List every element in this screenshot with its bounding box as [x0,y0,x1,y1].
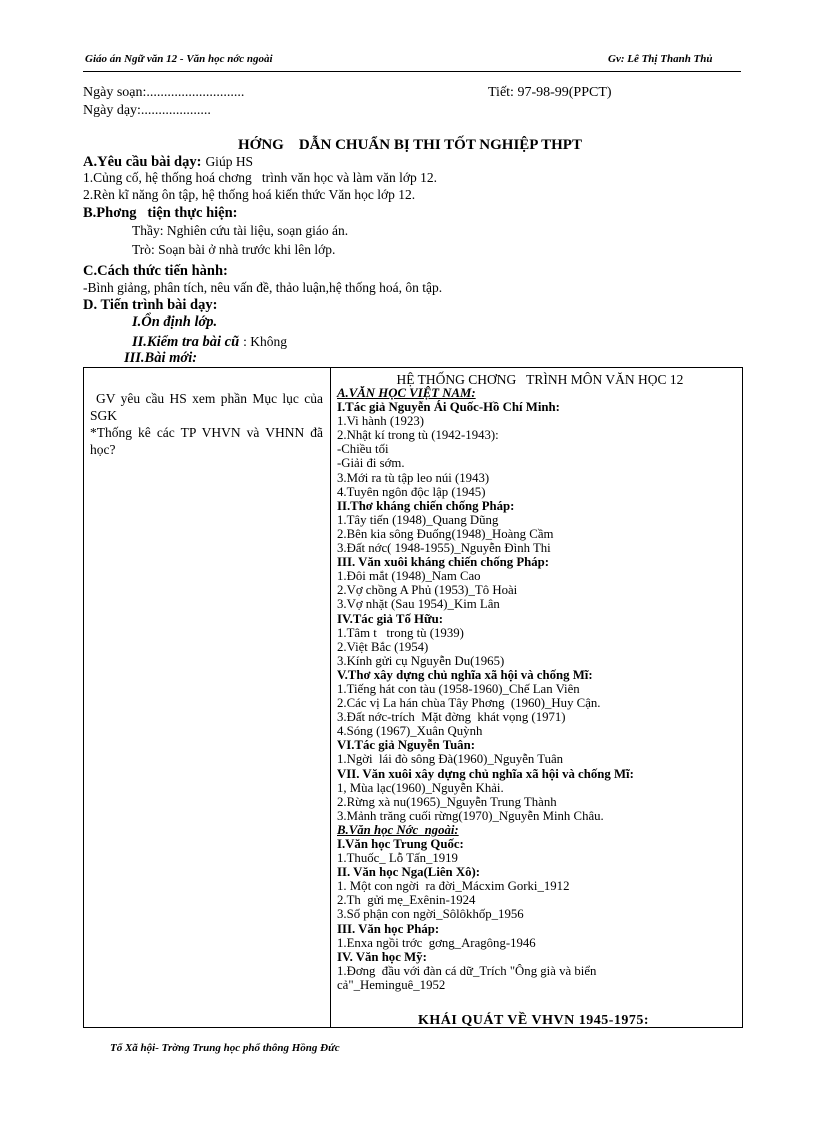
section-d-1: I.Ổn định lớp. [132,314,218,330]
right-cell-line: 2.Vợ chồng A Phủ (1953)_Tô Hoài [337,583,518,598]
right-cell-line: -Chiều tối [337,442,389,457]
right-cell-line: 1.Đôi mắt (1948)_Nam Cao [337,569,481,584]
section-b-heading: B.Phơng tiện thực hiện: [83,205,238,221]
section-c-heading: C.Cách thức tiến hành: [83,263,228,279]
right-cell-line: 3.Mảnh trăng cuối rừng(1970)_Nguyễn Minh Châu. [337,808,604,823]
right-cell-line: 1.Thuốc_ Lỗ Tấn_1919 [337,851,458,866]
right-cell-heading: IV. Văn học Mỹ: [337,949,427,964]
right-cell-line: 1, Mùa lạc(1960)_Nguyễn Khải. [337,780,504,795]
right-cell-heading: II.Thơ kháng chiến chống Pháp: [337,498,515,513]
header-right: Gv: Lê Thị Thanh Thủ [608,53,713,65]
right-cell-line: -Giải đi sớm. [337,456,405,471]
left-cell-line-1: GV yêu cầu HS xem phần Mục lục của SGK [90,391,323,423]
header-rule [83,71,741,72]
right-cell-line: 2.Nhật kí trong tù (1942-1943): [337,428,499,443]
page-title: HỚNG DẪN CHUẨN BỊ THI TỐT NGHIỆP THPT [238,137,582,153]
right-cell-line: 2.Th gửi mẹ_Exênin-1924 [337,893,476,908]
section-d-2-suffix: : Không [243,334,288,349]
section-b-item-2: Trò: Soạn bài ở nhà trước khi lên lớp. [132,242,336,257]
right-cell-line: 4.Tuyên ngôn độc lập (1945) [337,484,486,499]
section-a-item-2: 2.Rèn kĩ năng ôn tập, hệ thống hoá kiến thức Văn học lớp 12. [83,187,416,202]
section-a-heading [83,153,253,171]
right-cell-line: 1.Tâm t trong tù (1939) [337,625,464,640]
right-cell-line: 3.Đất nớc-trích Mặt đờng khát vọng (1971) [337,710,566,725]
tiet: Tiết: 97-98-99(PPCT) [488,85,612,100]
right-cell-line: 1.Đơng đầu với đàn cá dữ_Trích "Ông già và biển [337,963,597,978]
ngay-soan: Ngày soạn:............................ [83,85,245,100]
section-b-item-1: Thầy: Nghiên cứu tài liệu, soạn giáo án. [132,223,349,238]
right-cell-heading: VI.Tác giả Nguyễn Tuân: [337,738,475,753]
right-cell-line: 3.Mới ra tù tập leo núi (1943) [337,470,490,485]
right-cell-line: 1.Enxa ngồi trớc gơng_Aragông-1946 [337,935,536,950]
table-right-cell [337,386,737,992]
right-cell-heading: III. Văn xuôi kháng chiến chống Pháp: [337,555,550,570]
right-cell-line: 1. Một con ngời ra đời_Mácxim Gorki_1912 [337,879,570,894]
table-left-cell [90,390,323,458]
page-footer: Tổ Xã hội- Trờng Trung học phổ thông Hồng Đức [110,1042,340,1054]
right-cell-heading: II. Văn học Nga(Liên Xô): [337,865,481,880]
right-cell-heading: V.Thơ xây dựng chủ nghĩa xã hội và chống Mĩ: [337,667,593,682]
section-d-heading: D. Tiến trình bài dạy: [83,297,218,313]
right-cell-line: 3.Số phận con ngời_Sôlôkhốp_1956 [337,907,524,922]
right-cell-line: 1.Ngời lái đò sông Đà(1960)_Nguyễn Tuân [337,752,564,767]
right-cell-heading: I.Tác giả Nguyễn Ái Quốc-Hồ Chí Minh: [337,400,560,415]
right-cell-line: 1.Vi hành (1923) [337,414,425,429]
section-d-3: III.Bài mới: [124,350,198,366]
right-cell-line: 2.Rừng xà nu(1965)_Nguyễn Trung Thành [337,794,557,809]
right-cell-heading: A.VĂN HỌC VIỆT NAM: [337,386,476,400]
right-cell-line: 3.Vợ nhặt (Sau 1954)_Kim Lân [337,597,500,612]
right-cell-line: 3.Đất nớc( 1948-1955)_Nguyễn Đình Thi [337,541,551,556]
table-column-divider [330,367,331,1027]
right-cell-heading: IV.Tác giả Tố Hữu: [337,611,444,626]
section-a-label: A.Yêu cầu bài dạy: [83,154,202,170]
left-cell-line-2: *Thống kê các TP VHVN và VHNN đã học? [90,425,323,457]
right-cell-line: cả"_Heminguê_1952 [337,977,446,992]
right-cell-line: 4.Sóng (1967)_Xuân Quỳnh [337,724,483,739]
section-a-suffix: Giúp HS [205,154,254,169]
right-cell-line: 2.Các vị La hán chùa Tây Phơng (1960)_Huy Cận. [337,696,601,711]
section-d-2-label: II.Kiểm tra bài cũ [132,334,240,350]
closing-heading: KHÁI QUÁT VỀ VHVN 1945-1975: [418,1013,650,1028]
header-left: Giáo án Ngữ văn 12 - Văn học nớc ngoài [85,53,273,65]
right-cell-heading: VII. Văn xuôi xây dựng chủ nghĩa xã hội và chống Mĩ: [337,766,634,781]
right-cell-line: 2.Bên kia sông Đuống(1948)_Hoàng Cầm [337,526,554,541]
right-cell-line: 1.Tây tiến (1948)_Quang Dũng [337,512,499,527]
section-d-2 [132,333,287,351]
right-cell-heading: B.Văn học Nớc ngoài: [337,822,459,837]
section-a-item-1: 1.Củng cố, hệ thống hoá chơng trình văn học và làm văn lớp 12. [83,170,437,185]
right-cell-line: 2.Việt Bắc (1954) [337,639,429,654]
right-cell-line: 1.Tiếng hát con tàu (1958-1960)_Chế Lan Viên [337,681,580,696]
right-cell-heading: I.Văn học Trung Quốc: [337,837,464,851]
section-c-item: -Bình giảng, phân tích, nêu vấn đề, thảo luận,hệ thống hoá, ôn tập. [83,280,443,295]
right-cell-line: 3.Kính gửi cụ Nguyễn Du(1965) [337,653,505,668]
table-right-title: HỆ THỐNG CHƠNG TRÌNH MÔN VĂN HỌC 12 [396,372,684,387]
ngay-day: Ngày dạy:.................... [83,103,211,118]
right-cell-heading: III. Văn học Pháp: [337,921,440,936]
